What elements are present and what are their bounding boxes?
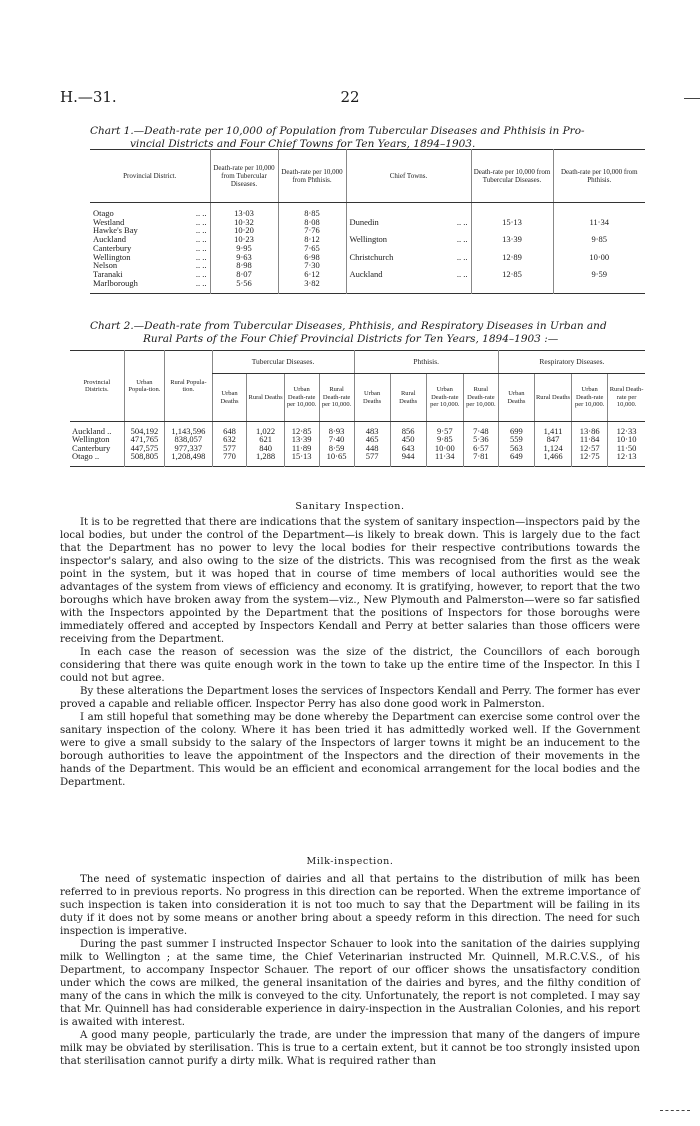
col-urban-deaths: Urban Deaths	[498, 374, 534, 422]
town-name: Auckland	[349, 268, 383, 279]
table-cell: 847	[534, 435, 571, 443]
table-row	[90, 235, 645, 244]
table-cell: 840	[247, 444, 284, 452]
district-name: Wellington	[72, 434, 110, 445]
district-phth-rate: 8·08	[278, 218, 346, 227]
table-cell: 5·36	[463, 435, 498, 443]
col-urban-deaths: Urban Deaths	[354, 374, 390, 422]
leader-dots: .. ..	[195, 234, 207, 245]
table-row	[90, 218, 645, 227]
col-rural-rate: Rural Death-rate per 10,000.	[463, 374, 498, 422]
town-phth-rate: 9·59	[553, 270, 645, 279]
col-rural-rate: Rural Death-rate per 10,000.	[608, 374, 645, 422]
table-cell: 7·40	[319, 435, 354, 443]
table-cell: 13·86	[572, 427, 608, 435]
town-phth-rate: 10·00	[553, 253, 645, 262]
leader-dots: .. ..	[456, 268, 468, 279]
table-cell: 6·57	[463, 444, 498, 452]
district-phth-rate: 7·30	[278, 261, 346, 270]
chart2-label: Chart 2.	[90, 320, 134, 332]
table-cell: 559	[498, 435, 534, 443]
leader-dots: .. ..	[456, 234, 468, 245]
chart1-header-town-tub: Death-rate per 10,000 from Tubercular Diseases.	[471, 150, 553, 203]
table-cell: 11·89	[284, 444, 319, 452]
district-name: Canterbury	[93, 242, 132, 253]
table-cell: 649	[498, 452, 534, 460]
chart1-header-district: Provincial District.	[90, 150, 210, 203]
district-name: Auckland	[93, 234, 127, 245]
town-tub-rate: 15·13	[471, 218, 553, 227]
town-tub-rate: 13·39	[471, 235, 553, 244]
table-cell: 12·13	[608, 452, 645, 460]
table-cell: 11·84	[572, 435, 608, 443]
table-cell: 12·57	[572, 444, 608, 452]
district-phth-rate: 7·76	[278, 226, 346, 235]
table-cell: 632	[212, 435, 247, 443]
chart1-table	[90, 149, 645, 294]
col-rural-deaths: Rural Deaths	[247, 374, 284, 422]
district-phth-rate: 3·82	[278, 279, 346, 288]
col-urban-deaths: Urban Deaths	[212, 374, 247, 422]
paragraph: During the past summer I instructed Inspector Schauer to look into the sanitation of the dairies supplying milk to Wellington ; at the same time, the Chief Veterinarian instructed Mr. Quinnell, M.R.C.V.S., of his Department, to accompany Inspector Schauer. The report of our officer shows the unsatisfactory condition under which the cows are milked, the general insanitation of the dairies and byres, and the filthy condition of many of the cans in which the milk is conveyed to the city. Unfortunately, the report is not completed. I may say that Mr. Quinnell has had considerable experience in dairy-inspection in the Australian Colonies, and his report is awaited with interest.	[60, 939, 640, 1028]
district-tub-rate: 9·63	[210, 253, 278, 262]
table-cell: 450	[390, 435, 426, 443]
table-cell: 856	[390, 427, 426, 435]
leader-dots: .. ..	[195, 251, 207, 262]
section-heading-sanitary: Sanitary Inspection.	[295, 501, 405, 512]
table-cell: 10·10	[608, 435, 645, 443]
urban-population: 447,575	[124, 444, 165, 452]
chart2-group-phthisis: Phthisis.	[354, 351, 498, 374]
town-name: Dunedin	[349, 216, 379, 227]
leader-dots: .. ..	[195, 216, 207, 227]
table-cell: 10·00	[426, 444, 463, 452]
district-tub-rate: 13·03	[210, 209, 278, 218]
chart2-caption-line1: —Death-rate from Tubercular Diseases, Phthisis, and Respiratory Diseases in Urban and	[133, 320, 607, 332]
table-cell: 648	[212, 427, 247, 435]
table-cell: 15·13	[284, 452, 319, 460]
chart1-header-towns: Chief Towns.	[346, 150, 471, 203]
paragraph: It is to be regretted that there are indications that the system of sanitary inspection—inspectors paid by the local bodies, but under the control of the Department—is likely to break down. This is largely due to the fact that the Department has no power to levy the local bodies for their respective contributions towards the inspector's salary, and also owing to the size of the districts. This was recognised from the first as the weak point in the system, but it was hoped that in course of time members of local authorities would see the advantages of the system from views of efficiency and economy. It is gratifying, however, to report that the two boroughs which have broken away from the system—viz., New Plymouth and Palmerston—were so far satisfied with the Inspectors appointed by the Department that the positions of Inspectors for those boroughs were immediately offered and accepted by Inspectors Kendall and Perry at better salaries than those officers were receiving from the Department.	[60, 517, 640, 645]
table-cell: 465	[354, 435, 390, 443]
table-cell: 563	[498, 444, 534, 452]
table-cell: 12·33	[608, 427, 645, 435]
rural-population: 977,337	[165, 444, 212, 452]
table-cell: 8·59	[319, 444, 354, 452]
leader-dots: .. ..	[195, 242, 207, 253]
chart2-group-respiratory: Respiratory Diseases.	[498, 351, 645, 374]
urban-population: 471,765	[124, 435, 165, 443]
leader-dots: .. ..	[456, 251, 468, 262]
table-cell: 10·65	[319, 452, 354, 460]
leader-dots: .. ..	[195, 225, 207, 236]
chart2-caption-line2: Rural Parts of the Four Chief Provincial Districts for Ten Years, 1894–1903 :—	[143, 333, 559, 345]
town-name: Christchurch	[349, 251, 394, 262]
chart1-caption-line1: —Death-rate per 10,000 of Population from Tubercular Diseases and Phthisis in Pro-	[133, 125, 585, 137]
district-phth-rate: 6·12	[278, 270, 346, 279]
leader-dots: .. ..	[195, 277, 207, 288]
urban-population: 508,805	[124, 452, 165, 460]
table-cell: 8·93	[319, 427, 354, 435]
district-tub-rate: 10·23	[210, 235, 278, 244]
town-phth-rate: 11·34	[553, 218, 645, 227]
table-cell: 7·48	[463, 427, 498, 435]
table-cell: 1,124	[534, 444, 571, 452]
col-rural-deaths: Rural Deaths	[534, 374, 571, 422]
table-cell: 1,411	[534, 427, 571, 435]
table-cell: 11·50	[608, 444, 645, 452]
table-cell: 12·85	[284, 427, 319, 435]
rural-population: 1,208,498	[165, 452, 212, 460]
table-cell: 12·75	[572, 452, 608, 460]
section-heading-milk: Milk-inspection.	[306, 856, 394, 867]
district-name: Marlborough	[93, 277, 138, 288]
chart1-header-town-phth: Death-rate per 10,000 from Phthisis.	[553, 150, 645, 203]
district-phth-rate: 6·98	[278, 253, 346, 262]
table-cell: 621	[247, 435, 284, 443]
table-cell: 9·57	[426, 427, 463, 435]
chart1-header-tub: Death-rate per 10,000 from Tubercular Diseases.	[210, 150, 278, 203]
table-cell: 1,022	[247, 427, 284, 435]
table-cell: 699	[498, 427, 534, 435]
urban-population: 504,192	[124, 427, 165, 435]
sanitary-section	[60, 516, 640, 789]
table-cell: 9·85	[426, 435, 463, 443]
table-row	[90, 279, 645, 288]
district-phth-rate: 8·85	[278, 209, 346, 218]
town-phth-rate: 9·85	[553, 235, 645, 244]
col-rural-deaths: Rural Deaths	[390, 374, 426, 422]
district-tub-rate: 8·98	[210, 261, 278, 270]
district-tub-rate: 5·56	[210, 279, 278, 288]
chart2-header-rural-pop: Rural Popula-tion.	[165, 351, 212, 422]
page-number: 22	[340, 88, 360, 106]
page-header	[60, 88, 640, 108]
col-urban-rate: Urban Death-rate per 10,000.	[284, 374, 319, 422]
table-cell: 1,288	[247, 452, 284, 460]
table-cell: 770	[212, 452, 247, 460]
chart1-caption	[90, 125, 645, 151]
district-phth-rate: 7·65	[278, 244, 346, 253]
district-phth-rate: 8·12	[278, 235, 346, 244]
district-name: Wellington	[93, 251, 131, 262]
table-cell: 1,466	[534, 452, 571, 460]
milk-section	[60, 873, 640, 1068]
table-cell: 13·39	[284, 435, 319, 443]
rural-population: 838,057	[165, 435, 212, 443]
chart2-header-urban-pop: Urban Popula-tion.	[124, 351, 165, 422]
chart2-caption	[90, 320, 645, 346]
district-name: Otago	[93, 208, 114, 218]
table-row	[70, 452, 645, 460]
table-cell: 944	[390, 452, 426, 460]
district-tub-rate: 9·95	[210, 244, 278, 253]
chart1-caption-line2: vincial Districts and Four Chief Towns for Ten Years, 1894–1903.	[130, 138, 476, 150]
table-cell: 577	[354, 452, 390, 460]
chart1-label: Chart 1.	[90, 125, 134, 137]
table-row	[90, 270, 645, 279]
table-cell: 7·81	[463, 452, 498, 460]
district-name: Auckland ..	[72, 426, 112, 436]
chart1-header-phth: Death-rate per 10,000 from Phthisis.	[278, 150, 346, 203]
paragraph: By these alterations the Department loses the services of Inspectors Kendall and Perry. The former has ever proved a capable and reliable officer. Inspector Perry has also done good work in Palmerston.	[60, 686, 640, 710]
town-tub-rate: 12·89	[471, 253, 553, 262]
table-cell: 577	[212, 444, 247, 452]
table-row	[90, 253, 645, 262]
margin-rule	[684, 98, 700, 99]
district-name: Taranaki	[93, 268, 123, 279]
margin-rule	[660, 1110, 690, 1112]
leader-dots: .. ..	[195, 268, 207, 279]
paragraph: I am still hopeful that something may be done whereby the Department can exercise some control over the sanitary inspection of the colony. Where it has been tried it has admittedly worked well. If the Government were to give a small subsidy to the salary of the Inspectors of larger towns it might be an inducement to the borough authorities to leave the appointment of the Inspectors and the direction of their movements in the hands of the Department. This would be an efficient and economical arrangement for the local bodies and the Department.	[60, 712, 640, 788]
district-tub-rate: 8·07	[210, 270, 278, 279]
leader-dots: .. ..	[195, 208, 207, 218]
leader-dots: .. ..	[456, 216, 468, 227]
table-cell: 643	[390, 444, 426, 452]
district-tub-rate: 10·20	[210, 226, 278, 235]
district-tub-rate: 10·32	[210, 218, 278, 227]
paragraph: In each case the reason of secession was the size of the district, the Councillors of each borough considering that there was quite enough work in the town to take up the entire time of the Inspector. In this I could not but agree.	[60, 647, 640, 684]
paragraph: The need of systematic inspection of dairies and all that pertains to the distribution of milk has been referred to in previous reports. No progress in this direction can be reported. When the extreme importance of such inspection is taken into consideration it is not too much to say that the Department will be failing in its duty if it does not by some means or another bring about a speedy reform in this direction. The need for such inspection is imperative.	[60, 874, 640, 937]
col-rural-rate: Rural Death-rate per 10,000.	[319, 374, 354, 422]
district-name: Hawke's Bay	[93, 225, 138, 236]
chart2-table	[70, 350, 645, 467]
district-name: Nelson	[93, 260, 118, 271]
table-cell: 448	[354, 444, 390, 452]
paragraph: A good many people, particularly the trade, are under the impression that many of the dangers of impure milk may be obviated by sterilisation. This is true to a certain extent, but it cannot be too strongly insisted upon that sterilisation cannot purify a dirty milk. What is required rather than	[60, 1030, 640, 1067]
chart2-group-tubercular: Tubercular Diseases.	[212, 351, 354, 374]
table-cell: 11·34	[426, 452, 463, 460]
col-urban-rate: Urban Death-rate per 10,000.	[426, 374, 463, 422]
col-urban-rate: Urban Death-rate per 10,000.	[572, 374, 608, 422]
district-name: Westland	[93, 216, 125, 227]
report-reference: H.—31.	[60, 88, 117, 106]
town-tub-rate: 12·85	[471, 270, 553, 279]
district-name: Canterbury	[72, 442, 111, 453]
chart2-header-districts: Provincial Districts.	[70, 351, 124, 422]
rural-population: 1,143,596	[165, 427, 212, 435]
district-name: Otago ..	[72, 451, 100, 462]
leader-dots: .. ..	[195, 260, 207, 271]
town-name: Wellington	[349, 234, 388, 245]
table-cell: 483	[354, 427, 390, 435]
